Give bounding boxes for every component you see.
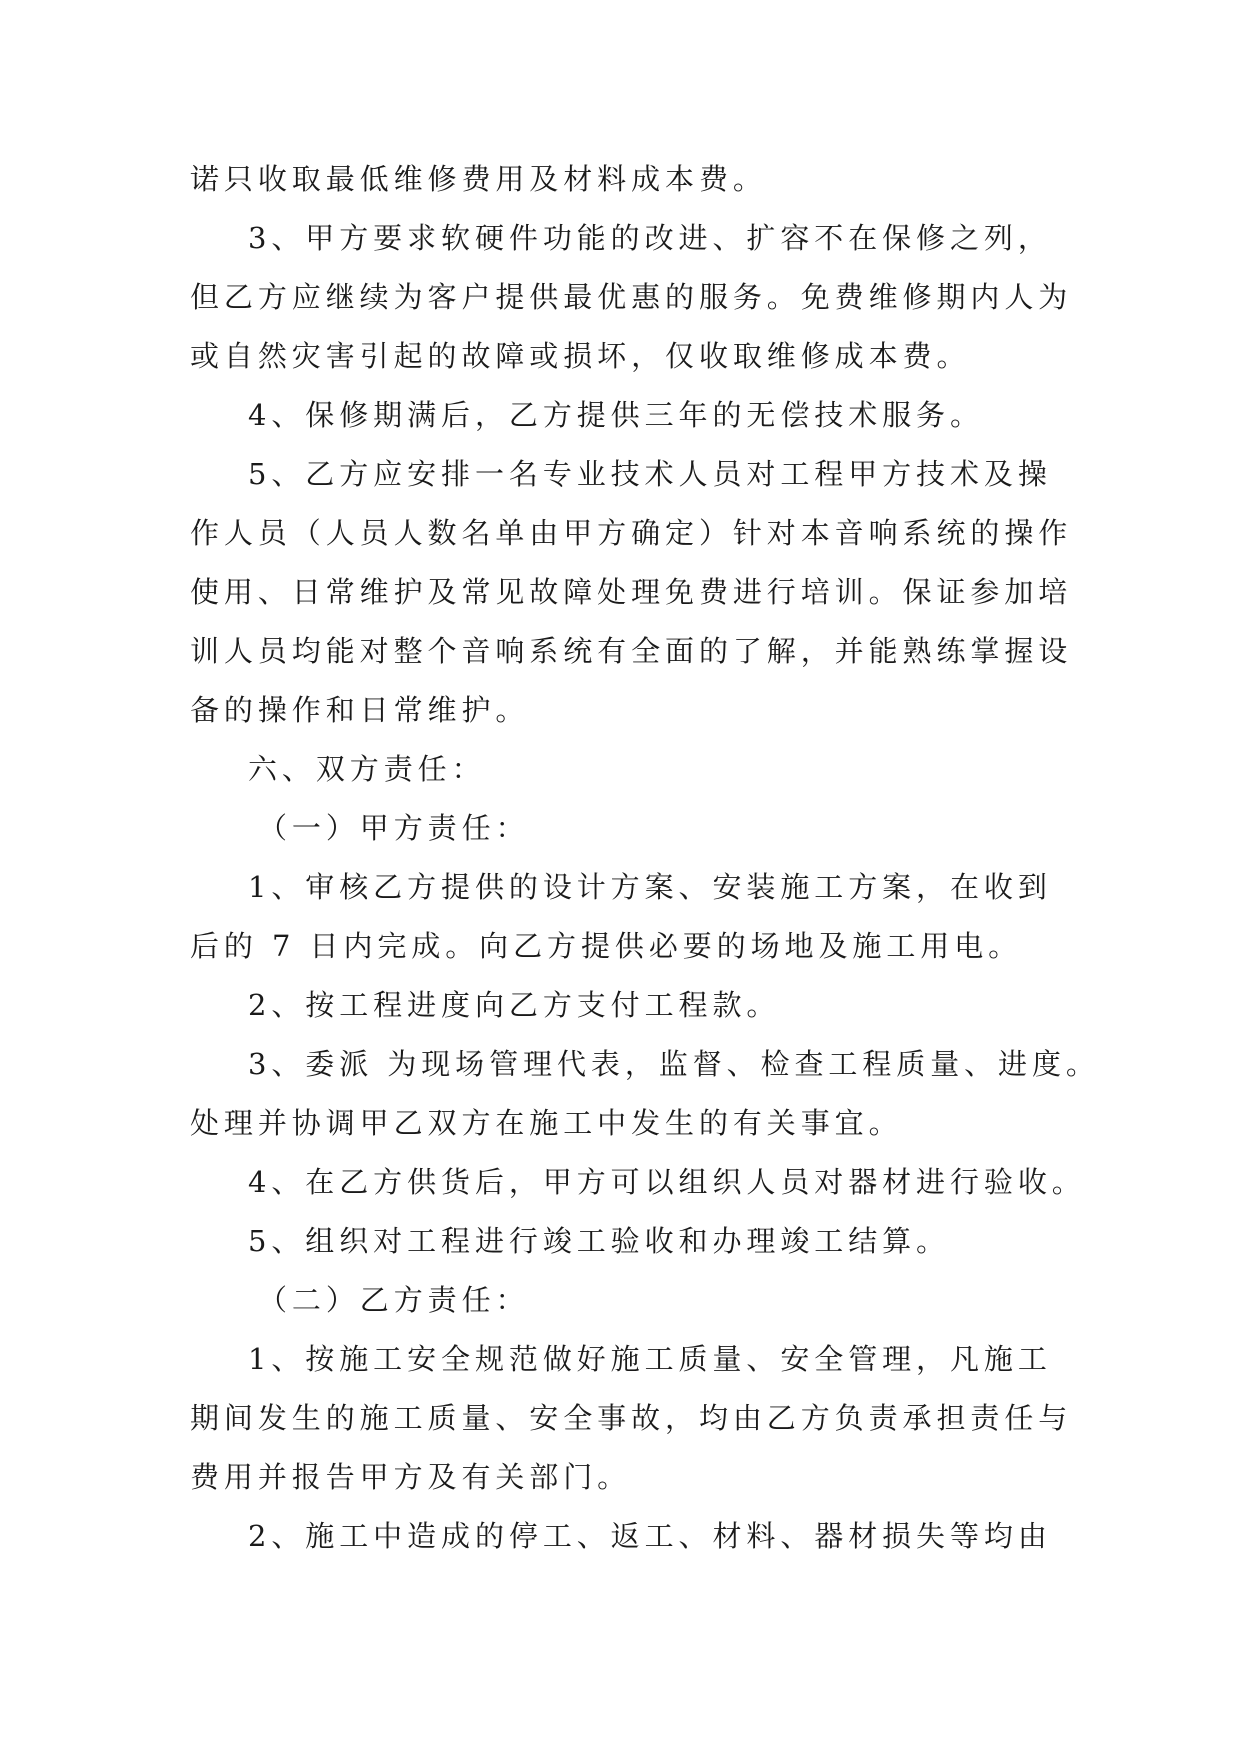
text-line: 5、组织对工程进行竣工验收和办理竣工结算。 [248, 1224, 950, 1258]
text-line: 处理并协调甲乙双方在施工中发生的有关事宜。 [190, 1106, 903, 1140]
text-line: 4、在乙方供货后，甲方可以组织人员对器材进行验收。 [248, 1165, 1086, 1199]
text-line: 1、审核乙方提供的设计方案、安装施工方案，在收到 [248, 870, 1052, 904]
text-line: 后的 7 日内完成。向乙方提供必要的场地及施工用电。 [190, 929, 1023, 963]
text-line: 2、按工程进度向乙方支付工程款。 [248, 988, 781, 1022]
section-heading: 六、双方责任： [248, 752, 486, 786]
text-line: 备的操作和日常维护。 [190, 693, 530, 727]
subsection-heading: （二）乙方责任： [258, 1283, 530, 1317]
text-line: 作人员（人员人数名单由甲方确定）针对本音响系统的操作 [190, 516, 1073, 550]
document-body [190, 150, 1100, 1566]
text-line: 4、保修期满后，乙方提供三年的无偿技术服务。 [248, 398, 984, 432]
text-line: 或自然灾害引起的故障或损坏，仅收取维修成本费。 [190, 339, 971, 373]
text-line: 训人员均能对整个音响系统有全面的了解，并能熟练掌握设 [190, 634, 1073, 668]
text-line: 5、乙方应安排一名专业技术人员对工程甲方技术及操 [248, 457, 1052, 491]
text-line: 期间发生的施工质量、安全事故，均由乙方负责承担责任与 [190, 1401, 1073, 1435]
text-line: 使用、日常维护及常见故障处理免费进行培训。保证参加培 [190, 575, 1073, 609]
subsection-heading: （一）甲方责任： [258, 811, 530, 845]
text-line: 1、按施工安全规范做好施工质量、安全管理，凡施工 [248, 1342, 1052, 1376]
text-line: 诺只收取最低维修费用及材料成本费。 [190, 162, 767, 196]
text-line: 但乙方应继续为客户提供最优惠的服务。免费维修期内人为 [190, 280, 1073, 314]
text-line: 费用并报告甲方及有关部门。 [190, 1460, 632, 1494]
text-line: 3、委派 为现场管理代表，监督、检查工程质量、进度。 [248, 1047, 1100, 1081]
text-line: 3、甲方要求软硬件功能的改进、扩容不在保修之列， [248, 221, 1052, 255]
text-line: 2、施工中造成的停工、返工、材料、器材损失等均由 [248, 1519, 1052, 1553]
